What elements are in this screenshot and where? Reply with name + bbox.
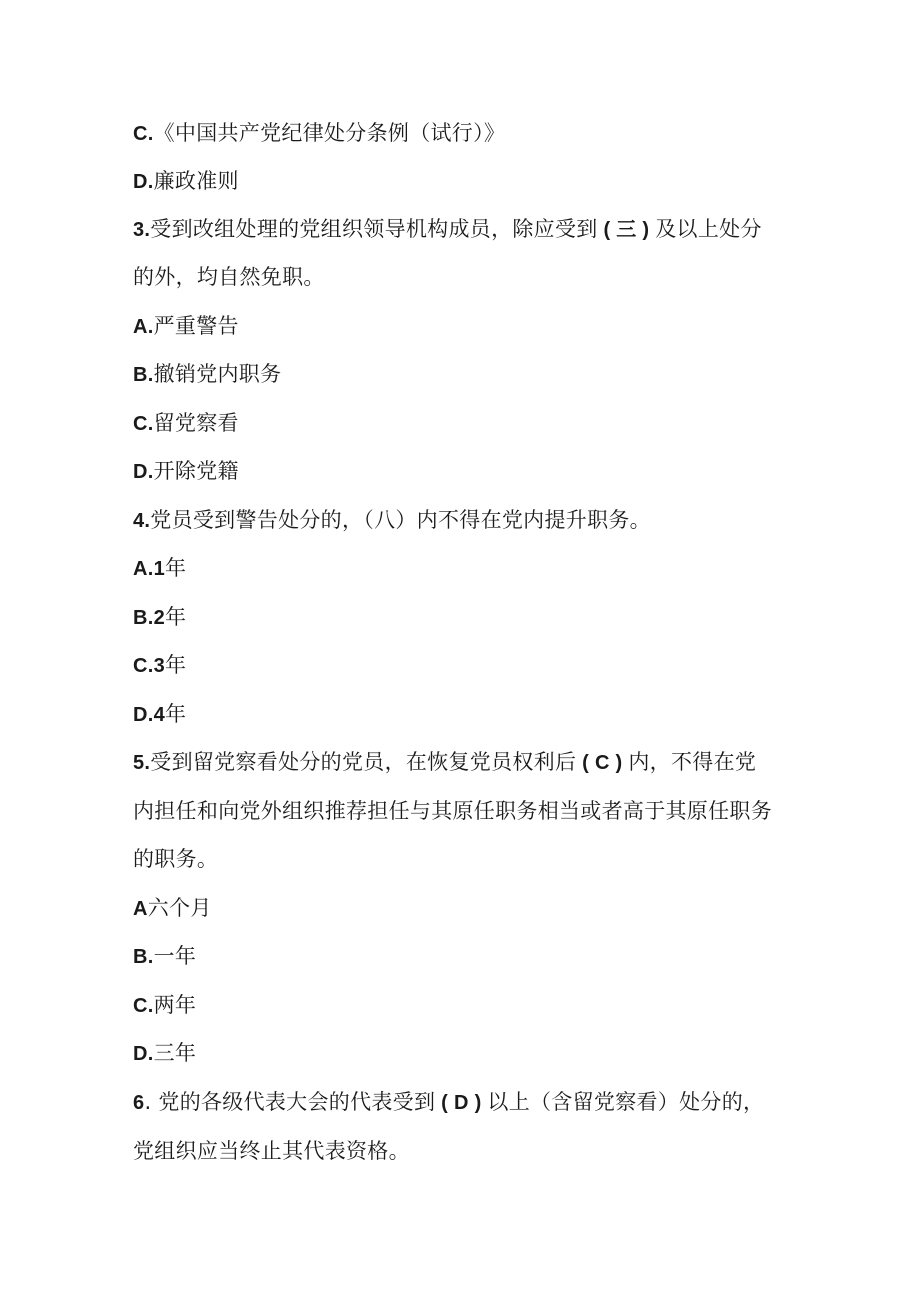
question-line xyxy=(133,1137,410,1165)
question-number: 6 xyxy=(133,1092,145,1114)
option-text: 年 xyxy=(165,702,187,726)
option-line xyxy=(133,1039,196,1068)
answer-mark: ( C ) xyxy=(576,752,629,774)
option-label: C. xyxy=(133,995,154,1017)
option-line xyxy=(133,603,186,632)
option-text: 两年 xyxy=(153,993,197,1017)
option-line xyxy=(133,894,212,923)
question-line xyxy=(133,506,651,535)
option-line xyxy=(133,991,196,1020)
question-text: 的外，均自然免职。 xyxy=(133,265,325,289)
question-text: 党员受到警告处分的，（八）内不得在党内提升职务。 xyxy=(150,508,651,532)
option-text: 年 xyxy=(165,605,187,629)
option-line xyxy=(133,457,239,486)
option-text: 严重警告 xyxy=(153,314,239,338)
option-label: B. xyxy=(133,946,154,968)
option-label: A xyxy=(133,898,148,920)
question-text: . 党的各级代表大会的代表受到 xyxy=(144,1090,436,1114)
answer-mark: ( D ) xyxy=(435,1092,488,1114)
question-line xyxy=(133,215,762,244)
option-text: 六个月 xyxy=(147,896,212,920)
option-label: D. xyxy=(133,461,154,483)
option-label: B.2 xyxy=(133,607,166,629)
question-text: 受到改组处理的党组织领导机构成员，除应受到 xyxy=(150,217,598,241)
question-number: 4. xyxy=(133,510,151,532)
option-label: C. xyxy=(133,123,154,145)
option-label: D.4 xyxy=(133,704,166,726)
option-label: C.3 xyxy=(133,655,166,677)
question-text: 以上（含留党察看）处分的， xyxy=(487,1090,765,1114)
option-text: 年 xyxy=(165,556,187,580)
question-text: 党组织应当终止其代表资格。 xyxy=(133,1139,410,1163)
option-line xyxy=(133,651,186,680)
question-line xyxy=(133,845,218,873)
question-text: 内，不得在党 xyxy=(628,750,757,774)
question-text: 受到留党察看处分的党员，在恢复党员权利后 xyxy=(150,750,577,774)
answer-mark: ( 三 ) xyxy=(597,219,656,241)
option-text: 撤销党内职务 xyxy=(153,362,282,386)
option-line xyxy=(133,942,196,971)
option-label: C. xyxy=(133,413,154,435)
option-label: D. xyxy=(133,171,154,193)
option-line xyxy=(133,167,239,196)
question-text: 及以上处分 xyxy=(655,217,762,241)
option-label: B. xyxy=(133,364,154,386)
question-line xyxy=(133,797,772,825)
option-line xyxy=(133,700,186,729)
option-line xyxy=(133,312,239,341)
option-line xyxy=(133,409,239,438)
option-label: A. xyxy=(133,316,154,338)
question-line xyxy=(133,1088,764,1117)
option-text: 一年 xyxy=(153,944,197,968)
question-number: 3. xyxy=(133,219,151,241)
option-line xyxy=(133,554,186,583)
option-text: 《中国共产党纪律处分条例（试行）》 xyxy=(153,121,506,145)
question-text: 内担任和向党外组织推荐担任与其原任职务相当或者高于其原任职务 xyxy=(133,799,772,823)
option-text: 廉政准则 xyxy=(153,169,239,193)
option-line xyxy=(133,360,281,389)
option-line xyxy=(133,119,505,148)
option-text: 留党察看 xyxy=(153,411,239,435)
question-line xyxy=(133,748,756,777)
question-number: 5. xyxy=(133,752,151,774)
option-text: 年 xyxy=(165,653,187,677)
option-label: D. xyxy=(133,1043,154,1065)
question-line xyxy=(133,263,325,291)
option-text: 开除党籍 xyxy=(153,459,239,483)
option-text: 三年 xyxy=(153,1041,197,1065)
option-label: A.1 xyxy=(133,558,166,580)
question-text: 的职务。 xyxy=(133,847,219,871)
